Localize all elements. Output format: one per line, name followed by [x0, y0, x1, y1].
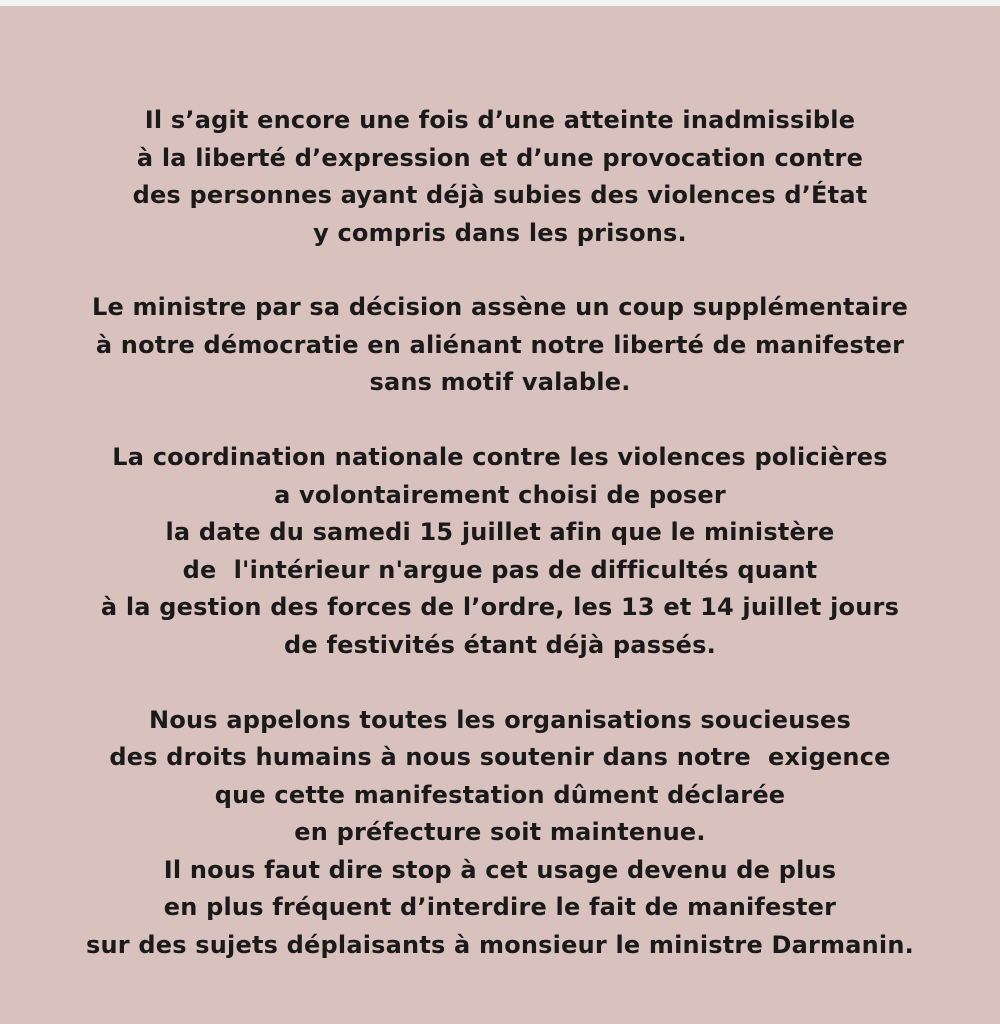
paragraph-2-line-1: Le ministre par sa décision assène un coup supplémentaire	[91, 293, 909, 321]
paragraph-4-line-2: des droits humains à nous soutenir dans notre exigence	[109, 743, 891, 771]
paragraph-3-line-1: La coordination nationale contre les violences policières	[112, 443, 888, 471]
paragraph-4-line-6: en plus fréquent d’interdire le fait de manifester	[163, 893, 837, 921]
paragraph-2-line-2: à notre démocratie en aliénant notre liberté de manifester	[95, 331, 905, 359]
paragraph-3-line-4: de l'intérieur n'argue pas de difficultés quant	[182, 556, 818, 584]
paragraph-4-line-3: que cette manifestation dûment déclarée	[214, 781, 786, 809]
paragraph-4-line-1: Nous appelons toutes les organisations soucieuses	[149, 706, 851, 734]
paragraph-3-line-2: a volontairement choisi de poser	[274, 481, 726, 509]
paragraph-4-line-4: en préfecture soit maintenue.	[294, 818, 706, 846]
paragraph-4-line-5: Il nous faut dire stop à cet usage devenu de plus	[163, 856, 837, 884]
paragraph-3-line-5: à la gestion des forces de l’ordre, les 13 et 14 juillet jours	[100, 593, 900, 621]
paragraph-2-line-3: sans motif valable.	[369, 368, 631, 396]
paragraph-1-line-3: des personnes ayant déjà subies des violences d’État	[132, 181, 868, 209]
paragraph-3-line-3: la date du samedi 15 juillet afin que le ministère	[165, 518, 835, 546]
paragraph-4-line-7: sur des sujets déplaisants à monsieur le ministre Darmanin.	[86, 931, 914, 959]
paragraph-1-line-2: à la liberté d’expression et d’une provocation contre	[136, 144, 864, 172]
paragraph-1-line-1: Il s’agit encore une fois d’une atteinte inadmissible	[144, 106, 856, 134]
paragraph-3-line-6: de festivités étant déjà passés.	[284, 631, 716, 659]
paragraph-1-line-4: y compris dans les prisons.	[313, 219, 687, 247]
